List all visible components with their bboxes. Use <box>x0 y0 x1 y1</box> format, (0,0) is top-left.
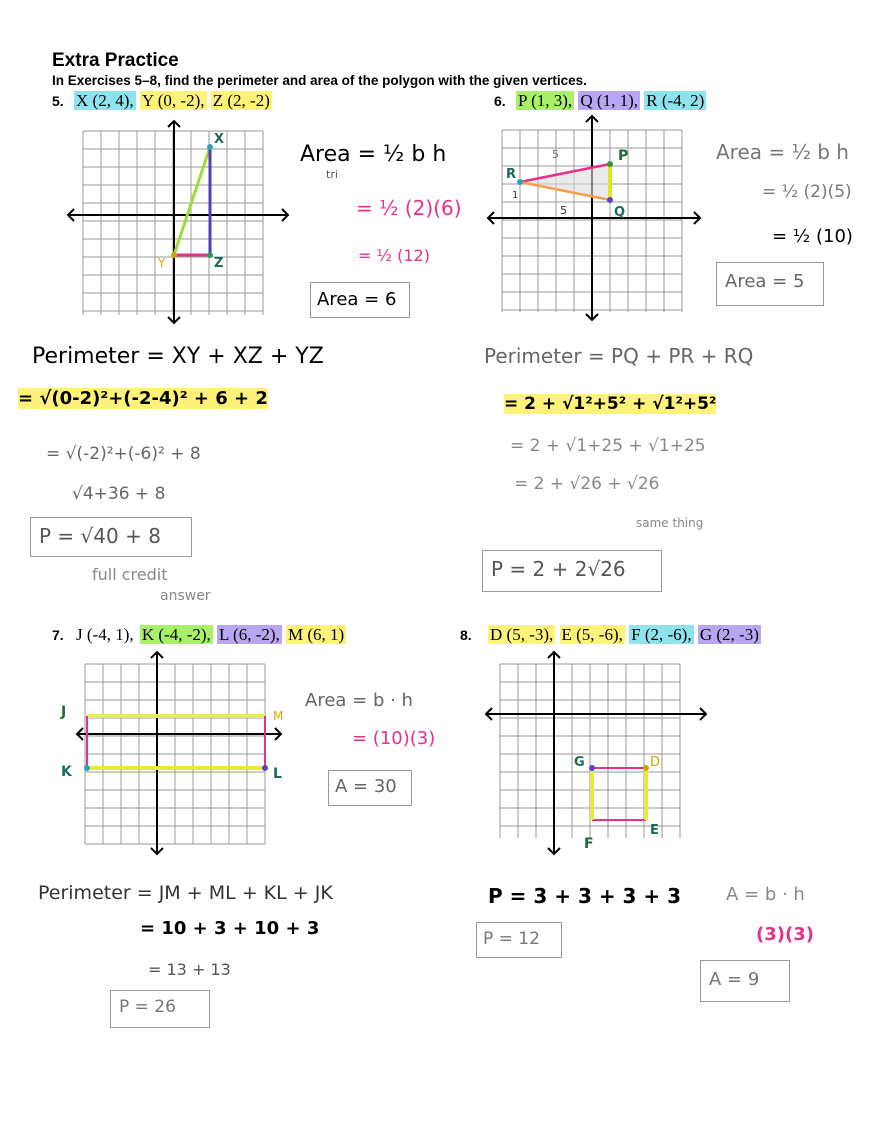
vertex-g: G (2, -3) <box>699 625 759 644</box>
point-label: X <box>214 132 225 147</box>
vertex-q: Q (1, 1), <box>580 91 639 110</box>
ex5-area-step: = ½ (12) <box>358 246 430 265</box>
ex6-perimeter-step: = 2 + √1+25 + √1+25 <box>510 436 706 456</box>
ex8-area-answer: A = 9 <box>709 969 760 990</box>
ex7-area-step: = (10)(3) <box>352 728 436 749</box>
ex7-area-formula: Area = b · h <box>305 690 413 711</box>
ex7-perimeter-answer: P = 26 <box>119 997 176 1017</box>
ex6-area-step: = ½ (10) <box>772 226 853 247</box>
vertex-k: K (-4, -2), <box>141 625 211 644</box>
ex6-perimeter-step: = 2 + √26 + √26 <box>514 474 660 494</box>
vertex-f: F (2, -6), <box>631 625 692 644</box>
point-label: E <box>650 823 659 838</box>
ex6-area-answer: Area = 5 <box>725 271 805 292</box>
point-label: G <box>574 755 585 770</box>
ex5-graph <box>60 115 300 330</box>
ex8-vertices <box>488 625 761 645</box>
point-label: F <box>584 836 594 852</box>
ex6-perimeter-answer-box <box>482 550 662 592</box>
perimeter-step-text: = 2 + √1²+5² + √1²+5² <box>504 394 717 414</box>
segment-label: 5 <box>552 148 559 161</box>
ex7-perimeter-answer-box <box>110 990 210 1028</box>
page-title: Extra Practice <box>52 50 179 71</box>
perimeter-step-text: = √(0-2)²+(-2-4)² + 6 + 2 <box>18 388 268 409</box>
point-label: Y <box>158 256 166 270</box>
vertex-r: R (-4, 2) <box>646 91 705 110</box>
ex8-graph <box>478 648 718 860</box>
ex6-vertices <box>516 91 706 111</box>
ex8-area-formula: A = b · h <box>726 884 805 905</box>
ex6-perimeter-formula <box>484 344 753 368</box>
point-label: R <box>506 167 517 182</box>
ex7-area-answer: A = 30 <box>335 776 397 797</box>
vertex-p: P (1, 3), <box>518 91 573 110</box>
ex6-perimeter-step <box>504 394 716 414</box>
ex7-perimeter-formula: Perimeter = JM + ML + KL + JK <box>38 882 333 904</box>
ex5-perimeter-answer: P = √40 + 8 <box>39 524 161 548</box>
ex5-note: answer <box>160 588 211 604</box>
vertex-z: Z (2, -2) <box>212 91 270 110</box>
ex5-area-note: tri <box>326 168 338 181</box>
ex7-perimeter-step: = 13 + 13 <box>148 960 231 979</box>
ex6-perimeter-answer: P = 2 + 2√26 <box>491 557 626 581</box>
perimeter-formula-text: Perimeter = PQ + PR + RQ <box>484 344 754 368</box>
ex5-area-answer: Area = 6 <box>317 289 397 310</box>
exercise-number: 7. <box>52 627 64 643</box>
ex5-perimeter-step: = √(-2)²+(-6)² + 8 <box>46 444 201 464</box>
area-step-text: = ½ (2)(5) <box>762 182 852 202</box>
vertex-l: L (6, -2), <box>219 625 280 644</box>
vertex-e: E (5, -6), <box>561 625 623 644</box>
vertex-y: Y (0, -2), <box>141 91 205 110</box>
ex7-perimeter-step: = 10 + 3 + 10 + 3 <box>140 918 320 939</box>
ex5-vertices <box>74 91 272 111</box>
vertex-j: J (-4, 1), <box>76 625 134 644</box>
ex8-area-answer-box <box>700 960 790 1002</box>
ex8-perimeter-formula: P = 3 + 3 + 3 + 3 <box>488 884 682 908</box>
ex5-perimeter-answer-box <box>30 517 192 557</box>
point-label: M <box>273 709 284 723</box>
ex6-area-step <box>762 182 852 202</box>
point-label: D <box>650 755 661 770</box>
perimeter-formula-text: Perimeter = XY + XZ + YZ <box>32 344 324 369</box>
ex6-note: same thing <box>636 516 704 530</box>
instructions: In Exercises 5–8, find the perimeter and area of the polygon with the given vertices. <box>52 73 587 88</box>
point-label: P <box>618 148 629 164</box>
ex5-area-answer-box <box>310 282 410 318</box>
point-label: L <box>273 766 282 782</box>
ex7-vertices <box>74 625 346 645</box>
ex7-area-answer-box <box>328 770 412 806</box>
ex8-perimeter-answer: P = 12 <box>483 929 540 949</box>
exercise-number: 5. <box>52 93 64 109</box>
exercise-number: 6. <box>494 93 506 109</box>
ex6-area-formula: Area = ½ b h <box>716 140 849 164</box>
ex6-area-answer-box <box>716 262 824 306</box>
point-label: J <box>61 704 67 720</box>
ex8-perimeter-answer-box <box>476 922 562 958</box>
ex5-perimeter-step <box>18 388 268 409</box>
vertex-m: M (6, 1) <box>288 625 345 644</box>
ex6-graph <box>480 112 710 327</box>
ex5-note: full credit <box>92 565 168 584</box>
segment-label: 5 <box>560 204 567 217</box>
point-label: Z <box>214 256 224 271</box>
ex7-graph <box>55 648 295 860</box>
vertex-d: D (5, -3), <box>490 625 554 644</box>
ex5-area-formula: Area = ½ b h <box>300 142 447 167</box>
ex5-area-step: = ½ (2)(6) <box>356 196 462 220</box>
ex8-area-step: (3)(3) <box>756 924 814 945</box>
point-label: K <box>61 764 72 780</box>
segment-label: 1 <box>512 190 519 201</box>
vertex-x: X (2, 4), <box>76 91 134 110</box>
point-label: Q <box>614 205 626 220</box>
exercise-number: 8. <box>460 627 472 643</box>
ex5-perimeter-step: √4+36 + 8 <box>72 484 166 504</box>
ex5-perimeter-formula <box>32 344 324 369</box>
